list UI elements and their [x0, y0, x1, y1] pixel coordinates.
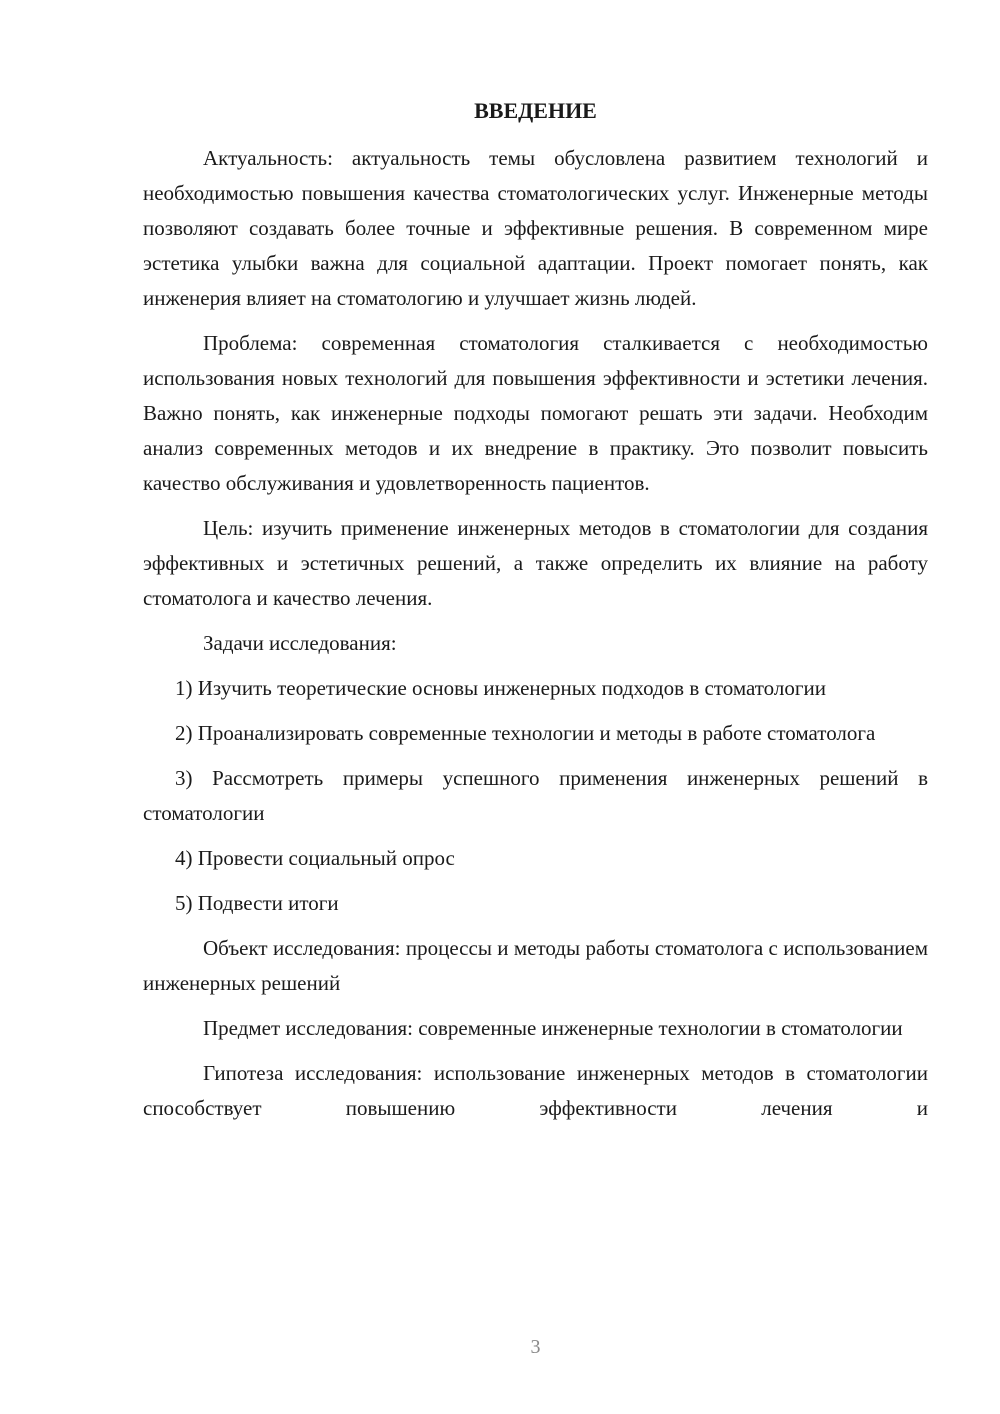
research-object-paragraph: Объект исследования: процессы и методы работы стоматолога с использованием инженерных решений	[143, 936, 928, 995]
research-subject-paragraph: Предмет исследования: современные инженерные технологии в стоматологии	[203, 1016, 903, 1040]
page-number: 3	[530, 1336, 541, 1358]
task-item: 1) Изучить теоретические основы инженерных подходов в стоматологии	[175, 676, 826, 700]
task-item: 3) Рассмотреть примеры успешного применения инженерных решений в стоматологии	[143, 766, 928, 825]
hypothesis-paragraph: Гипотеза исследования: использование инженерных методов в стоматологии способствует повышению эффективности лечения и	[143, 1061, 928, 1120]
relevance-paragraph: Актуальность: актуальность темы обусловлена развитием технологий и необходимостью повышения качества стоматологических услуг. Инженерные методы позволяют создавать более точные и эффективные решения. В современном мире эстетика улыбки важна для социальной адаптации. Проект помогает понять, как инженерия влияет на стоматологию и улучшает жизнь людей.	[143, 146, 928, 310]
task-item: 4) Провести социальный опрос	[175, 846, 455, 870]
problem-paragraph: Проблема: современная стоматология сталкивается с необходимостью использования новых технологий для повышения эффективности и эстетики лечения. Важно понять, как инженерные подходы помогают решать эти задачи. Необходим анализ современных методов и их внедрение в практику. Это позволит повысить качество обслуживания и удовлетворенность пациентов.	[143, 331, 928, 495]
section-heading: ВВЕДЕНИЕ	[474, 98, 597, 123]
task-item: 5) Подвести итоги	[175, 891, 339, 915]
goal-paragraph: Цель: изучить применение инженерных методов в стоматологии для создания эффективных и эстетичных решений, а также определить их влияние на работу стоматолога и качество лечения.	[143, 516, 928, 610]
task-item: 2) Проанализировать современные технологии и методы в работе стоматолога	[175, 721, 876, 745]
tasks-heading: Задачи исследования:	[203, 631, 397, 655]
document-body	[143, 141, 928, 1126]
